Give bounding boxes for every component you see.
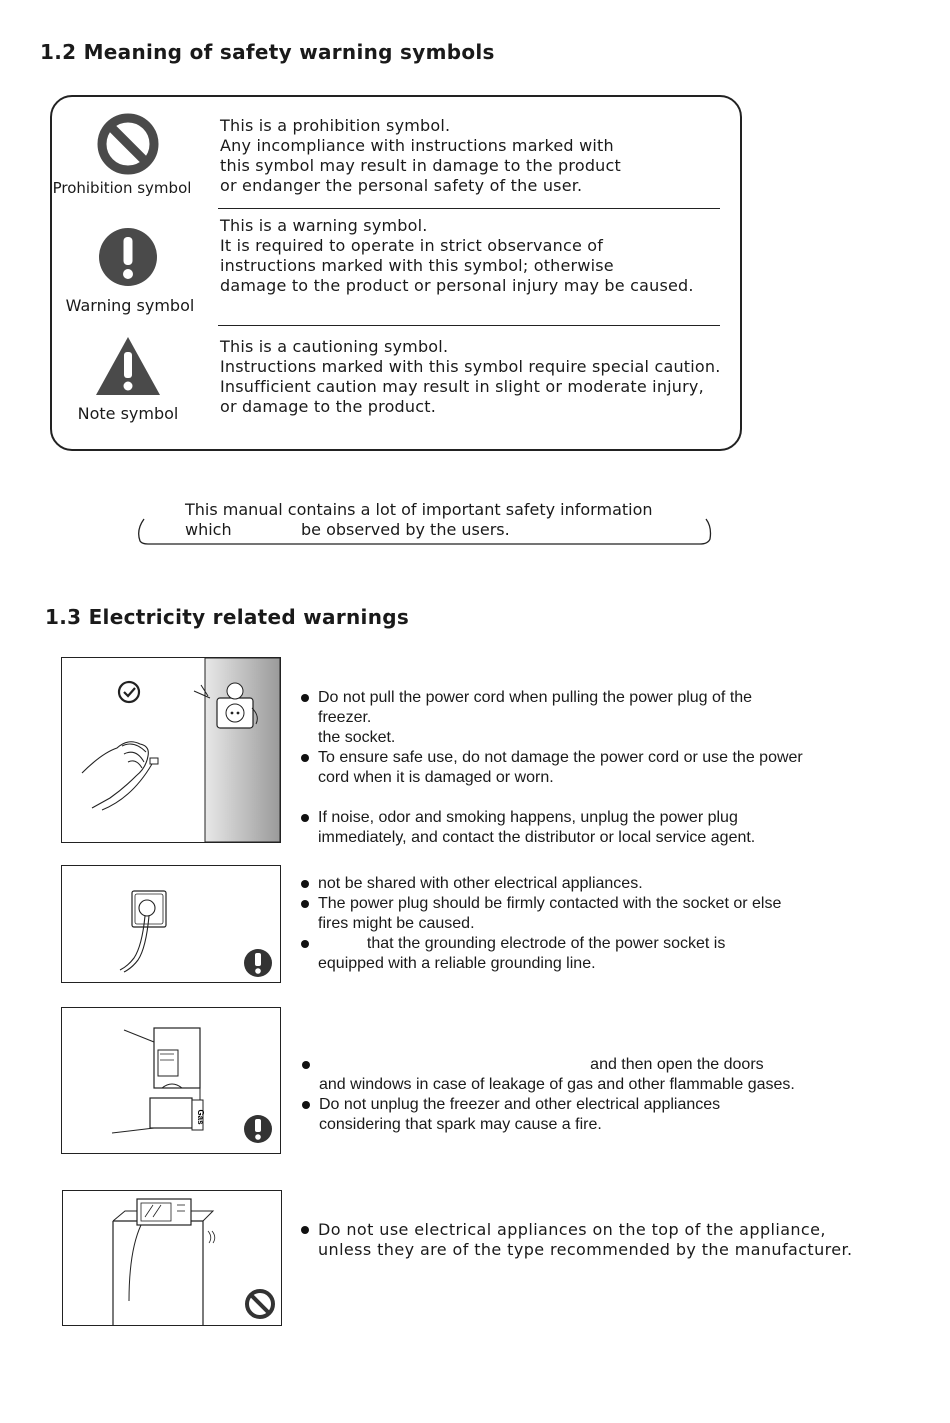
caution-description: This is a cautioning symbol. Instructions marked with this symbol require special caution. Insufficient caution may result in slight or moderate injury, or damage to the product. [220,337,721,416]
section-1-2-title: 1.2 Meaning of safety warning symbols [40,40,495,64]
warning-icon [98,227,158,287]
illustration-socket [61,865,281,983]
illustration-unplug [61,657,281,843]
illustration-gas-leak [61,1007,281,1154]
notice-line-2a: which [185,520,232,539]
divider [218,325,720,326]
prohibition-icon [97,113,159,175]
bullet-item: To ensure safe use, do not damage the power cord or use the power [300,748,890,768]
note-symbol-label: Note symbol [77,404,179,423]
illustration-appliance-on-top [62,1190,282,1326]
warning-block-1: Do not pull the power cord when pulling the power plug of the freezer. the socket. To ensure safe use, do not damage the power cord or use the power cord when it is damaged or worn. If noise, odor and smoking happens, unplug the power plug immediately, and contact the distributor or local service agent. [300,688,890,848]
prohibition-description: This is a prohibition symbol. Any incompliance with instructions marked with this symbol may result in damage to the product or endanger the personal safety of the user. [220,116,621,195]
prohibition-symbol-label: Prohibition symbol [52,179,192,197]
bullet-item: The power plug should be firmly contacted with the socket or else [300,894,890,914]
warning-block-3: and then open the doors and windows in case of leakage of gas and other flammable gases. Do not unplug the freezer and other electrical appliances considering that spark may cause a fire. [301,1055,891,1135]
divider [218,208,720,209]
notice-line-2b: be observed by the users. [301,520,510,539]
notice-line-1: This manual contains a lot of important safety information [185,500,653,519]
bullet-item: and then open the doors [301,1055,891,1075]
bullet-item: Do not use electrical appliances on the top of the appliance, [300,1220,900,1240]
warning-symbol-label: Warning symbol [65,296,195,315]
warning-description: This is a warning symbol. It is required to operate in strict observance of instructions marked with this symbol; otherwise damage to the product or personal injury may be caused. [220,216,694,295]
section-1-3-title: 1.3 Electricity related warnings [45,605,410,629]
bullet-item: If noise, odor and smoking happens, unplug the power plug [300,808,890,828]
caution-triangle-icon [94,335,162,397]
bullet-item: Do not unplug the freezer and other electrical appliances [301,1095,891,1115]
bullet-item: that the grounding electrode of the power socket is [300,934,890,954]
warning-block-4: Do not use electrical appliances on the top of the appliance, unless they are of the type recommended by the manufacturer. [300,1220,900,1260]
warning-block-2: not be shared with other electrical appliances. The power plug should be firmly contacted with the socket or else fires might be caused. that the grounding electrode of the power socket is equipped with a reliable grounding line. [300,874,890,974]
gas-label: Gas [196,1109,205,1125]
bullet-item: Do not pull the power cord when pulling the power plug of the [300,688,890,708]
